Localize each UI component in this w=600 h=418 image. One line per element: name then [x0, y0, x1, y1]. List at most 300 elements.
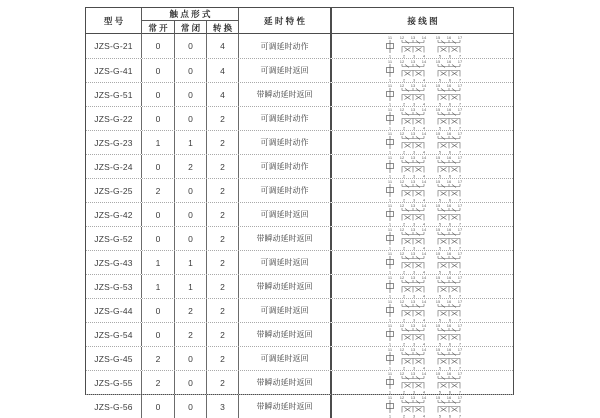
svg-text:3: 3 [412, 245, 416, 251]
svg-text:2: 2 [402, 197, 406, 203]
wiring-diagram-cell [330, 395, 513, 418]
svg-text:12: 12 [399, 371, 405, 376]
delay-cell: 可调延时返回 [238, 59, 330, 82]
svg-text:3: 3 [412, 269, 416, 275]
wiring-diagram-cell [330, 59, 513, 82]
svg-text:4: 4 [422, 365, 426, 371]
header-normally-closed: 常 闭 [174, 21, 206, 34]
wiring-diagram-cell [330, 179, 513, 202]
model-cell: JZS-G-21 [94, 41, 133, 51]
svg-text:2: 2 [402, 125, 406, 131]
svg-text:1: 1 [388, 245, 392, 251]
wiring-diagram-icon [382, 179, 478, 202]
wiring-diagram-icon [382, 395, 478, 418]
table-row [86, 202, 513, 226]
svg-text:6: 6 [448, 53, 452, 59]
svg-text:17: 17 [457, 251, 463, 256]
svg-text:11: 11 [387, 179, 393, 184]
model-cell: JZS-G-24 [94, 161, 133, 172]
wiring-diagram-icon [382, 251, 478, 274]
svg-text:7: 7 [458, 389, 462, 395]
svg-text:16: 16 [446, 179, 452, 184]
svg-text:6: 6 [448, 197, 452, 203]
svg-text:11: 11 [387, 107, 393, 112]
header-normally-open: 常 开 [141, 21, 174, 34]
table-row [86, 298, 513, 322]
model-cell: JZS-G-51 [94, 89, 133, 100]
model-cell: JZS-G-23 [94, 137, 133, 148]
changeover-cell: 2 [206, 347, 238, 370]
changeover-cell: 2 [206, 155, 238, 178]
normally-open-cell: 1 [141, 275, 174, 298]
svg-text:16: 16 [446, 107, 452, 112]
changeover-cell: 2 [206, 371, 238, 394]
svg-text:5: 5 [438, 341, 442, 347]
delay-cell: 可调延时返回 [238, 251, 330, 274]
svg-text:1: 1 [388, 365, 392, 371]
changeover-cell: 2 [206, 299, 238, 322]
svg-text:15: 15 [435, 131, 441, 136]
svg-text:3: 3 [412, 125, 416, 131]
table-row [86, 322, 513, 346]
svg-text:5: 5 [438, 389, 442, 395]
svg-text:6: 6 [448, 317, 452, 323]
table-row [86, 58, 513, 82]
svg-text:14: 14 [421, 179, 427, 184]
svg-text:17: 17 [457, 83, 463, 88]
svg-text:11: 11 [387, 83, 393, 88]
svg-text:16: 16 [446, 227, 452, 232]
svg-text:11: 11 [387, 155, 393, 160]
normally-open-cell: 0 [141, 227, 174, 250]
svg-text:5: 5 [438, 317, 442, 323]
wiring-diagram-cell [330, 275, 513, 298]
svg-text:3: 3 [412, 317, 416, 323]
svg-text:12: 12 [399, 203, 405, 208]
svg-text:2: 2 [402, 77, 406, 83]
wiring-diagram-icon [382, 155, 478, 178]
changeover-cell: 2 [206, 275, 238, 298]
header-contact-form: 触 点 形 式 [141, 8, 238, 21]
svg-text:4: 4 [422, 269, 426, 275]
svg-text:2: 2 [402, 389, 406, 395]
header-wiring-diagram: 接 线 图 [330, 8, 513, 34]
svg-text:12: 12 [399, 131, 405, 136]
svg-text:5: 5 [438, 365, 442, 371]
svg-text:4: 4 [422, 389, 426, 395]
svg-text:6: 6 [448, 269, 452, 275]
svg-text:3: 3 [412, 101, 416, 107]
svg-text:12: 12 [399, 34, 405, 40]
table-row [86, 178, 513, 202]
svg-text:7: 7 [458, 365, 462, 371]
normally-open-cell: 0 [141, 83, 174, 106]
svg-text:12: 12 [399, 395, 405, 400]
normally-closed-cell: 0 [174, 59, 206, 82]
svg-text:7: 7 [458, 293, 462, 299]
svg-text:4: 4 [422, 293, 426, 299]
normally-open-cell: 0 [141, 395, 174, 418]
svg-text:7: 7 [458, 245, 462, 251]
svg-text:16: 16 [446, 299, 452, 304]
svg-text:5: 5 [438, 101, 442, 107]
svg-text:6: 6 [448, 125, 452, 131]
svg-text:1: 1 [388, 101, 392, 107]
svg-text:4: 4 [422, 245, 426, 251]
svg-text:17: 17 [457, 34, 463, 40]
svg-text:7: 7 [458, 197, 462, 203]
normally-closed-cell: 0 [174, 83, 206, 106]
delay-cell: 带瞬动延时返回 [238, 395, 330, 418]
normally-closed-cell: 0 [174, 203, 206, 226]
delay-cell: 可调延时动作 [238, 155, 330, 178]
svg-text:15: 15 [435, 251, 441, 256]
svg-text:3: 3 [412, 173, 416, 179]
svg-text:17: 17 [457, 203, 463, 208]
svg-text:2: 2 [402, 293, 406, 299]
svg-text:2: 2 [402, 365, 406, 371]
svg-text:15: 15 [435, 347, 441, 352]
svg-text:17: 17 [457, 107, 463, 112]
svg-text:11: 11 [387, 395, 393, 400]
normally-open-cell: 1 [141, 131, 174, 154]
wiring-diagram-cell [330, 323, 513, 346]
svg-text:17: 17 [457, 275, 463, 280]
changeover-cell: 2 [206, 203, 238, 226]
normally-closed-cell: 1 [174, 131, 206, 154]
model-cell: JZS-G-41 [94, 65, 133, 76]
svg-text:3: 3 [412, 341, 416, 347]
wiring-diagram-icon [382, 347, 478, 370]
model-cell: JZS-G-25 [94, 185, 133, 196]
wiring-diagram-icon [382, 299, 478, 322]
svg-text:11: 11 [387, 251, 393, 256]
table-row [86, 370, 513, 394]
svg-text:7: 7 [458, 149, 462, 155]
svg-text:16: 16 [446, 395, 452, 400]
svg-text:17: 17 [457, 347, 463, 352]
svg-text:6: 6 [448, 293, 452, 299]
svg-text:3: 3 [412, 149, 416, 155]
svg-text:12: 12 [399, 275, 405, 280]
svg-text:1: 1 [388, 389, 392, 395]
svg-text:2: 2 [402, 317, 406, 323]
svg-text:13: 13 [410, 107, 416, 112]
model-cell: JZS-G-54 [94, 329, 133, 340]
svg-text:12: 12 [399, 155, 405, 160]
svg-text:14: 14 [421, 155, 427, 160]
svg-text:15: 15 [435, 59, 441, 64]
normally-closed-cell: 1 [174, 251, 206, 274]
svg-text:14: 14 [421, 371, 427, 376]
normally-closed-cell: 0 [174, 179, 206, 202]
svg-text:2: 2 [402, 53, 406, 59]
svg-text:12: 12 [399, 347, 405, 352]
svg-text:4: 4 [422, 317, 426, 323]
svg-text:11: 11 [387, 131, 393, 136]
table-row [86, 34, 513, 58]
svg-text:13: 13 [410, 59, 416, 64]
svg-text:5: 5 [438, 77, 442, 83]
svg-text:14: 14 [421, 83, 427, 88]
changeover-cell: 4 [206, 83, 238, 106]
svg-text:1: 1 [388, 53, 392, 59]
svg-text:15: 15 [435, 107, 441, 112]
svg-text:7: 7 [458, 173, 462, 179]
normally-open-cell: 2 [141, 179, 174, 202]
svg-text:5: 5 [438, 413, 442, 418]
delay-cell: 可调延时动作 [238, 107, 330, 130]
table-row [86, 250, 513, 274]
svg-text:11: 11 [387, 34, 393, 40]
svg-text:11: 11 [387, 371, 393, 376]
svg-text:16: 16 [446, 323, 452, 328]
svg-text:5: 5 [438, 53, 442, 59]
svg-text:13: 13 [410, 203, 416, 208]
wiring-diagram-icon [382, 107, 478, 130]
changeover-cell: 3 [206, 395, 238, 418]
svg-text:11: 11 [387, 59, 393, 64]
svg-text:14: 14 [421, 323, 427, 328]
table-row [86, 130, 513, 154]
svg-text:4: 4 [422, 341, 426, 347]
delay-cell: 带瞬动延时返回 [238, 371, 330, 394]
svg-text:6: 6 [448, 413, 452, 418]
svg-text:17: 17 [457, 59, 463, 64]
svg-text:15: 15 [435, 83, 441, 88]
changeover-cell: 2 [206, 251, 238, 274]
svg-text:15: 15 [435, 179, 441, 184]
svg-text:17: 17 [457, 227, 463, 232]
svg-text:6: 6 [448, 245, 452, 251]
svg-text:7: 7 [458, 125, 462, 131]
delay-cell: 带瞬动延时返回 [238, 323, 330, 346]
wiring-diagram-cell [330, 347, 513, 370]
svg-text:14: 14 [421, 395, 427, 400]
normally-closed-cell: 1 [174, 275, 206, 298]
svg-text:16: 16 [446, 251, 452, 256]
svg-text:11: 11 [387, 347, 393, 352]
svg-text:13: 13 [410, 34, 416, 40]
wiring-diagram-icon [382, 83, 478, 106]
svg-text:12: 12 [399, 299, 405, 304]
svg-text:11: 11 [387, 227, 393, 232]
changeover-cell: 4 [206, 59, 238, 82]
model-cell: JZS-G-43 [94, 257, 133, 268]
wiring-diagram-cell [330, 155, 513, 178]
svg-text:16: 16 [446, 155, 452, 160]
delay-cell: 带瞬动延时返回 [238, 275, 330, 298]
delay-cell: 带瞬动延时返回 [238, 83, 330, 106]
svg-text:17: 17 [457, 155, 463, 160]
svg-text:11: 11 [387, 275, 393, 280]
svg-text:5: 5 [438, 125, 442, 131]
svg-text:13: 13 [410, 179, 416, 184]
normally-open-cell: 0 [141, 59, 174, 82]
svg-text:2: 2 [402, 413, 406, 418]
svg-text:7: 7 [458, 269, 462, 275]
svg-text:15: 15 [435, 395, 441, 400]
svg-text:6: 6 [448, 389, 452, 395]
svg-text:16: 16 [446, 371, 452, 376]
svg-text:13: 13 [410, 323, 416, 328]
svg-text:14: 14 [421, 347, 427, 352]
svg-text:4: 4 [422, 53, 426, 59]
svg-text:2: 2 [402, 341, 406, 347]
svg-text:17: 17 [457, 131, 463, 136]
normally-open-cell: 0 [141, 323, 174, 346]
svg-text:4: 4 [422, 77, 426, 83]
normally-open-cell: 1 [141, 251, 174, 274]
svg-text:6: 6 [448, 101, 452, 107]
normally-closed-cell: 0 [174, 347, 206, 370]
svg-text:16: 16 [446, 59, 452, 64]
normally-open-cell: 0 [141, 299, 174, 322]
changeover-cell: 2 [206, 107, 238, 130]
svg-text:7: 7 [458, 341, 462, 347]
normally-open-cell: 0 [141, 155, 174, 178]
changeover-cell: 2 [206, 323, 238, 346]
svg-text:13: 13 [410, 275, 416, 280]
svg-text:11: 11 [387, 299, 393, 304]
svg-text:14: 14 [421, 299, 427, 304]
svg-text:1: 1 [388, 341, 392, 347]
wiring-diagram-cell [330, 131, 513, 154]
svg-text:13: 13 [410, 251, 416, 256]
changeover-cell: 2 [206, 131, 238, 154]
svg-text:7: 7 [458, 413, 462, 418]
normally-open-cell: 0 [141, 34, 174, 58]
svg-text:13: 13 [410, 395, 416, 400]
header-changeover: 转 换 [206, 21, 238, 34]
svg-text:12: 12 [399, 107, 405, 112]
svg-text:15: 15 [435, 203, 441, 208]
svg-text:13: 13 [410, 155, 416, 160]
table-row [86, 82, 513, 106]
table-row [86, 274, 513, 298]
wiring-diagram-cell [330, 107, 513, 130]
wiring-diagram-icon [382, 227, 478, 250]
svg-text:5: 5 [438, 221, 442, 227]
changeover-cell: 2 [206, 179, 238, 202]
svg-text:1: 1 [388, 149, 392, 155]
model-cell: JZS-G-42 [94, 209, 133, 220]
svg-text:14: 14 [421, 251, 427, 256]
svg-text:2: 2 [402, 149, 406, 155]
svg-text:2: 2 [402, 101, 406, 107]
svg-text:7: 7 [458, 317, 462, 323]
table-row [86, 106, 513, 130]
svg-text:3: 3 [412, 413, 416, 418]
normally-closed-cell: 0 [174, 227, 206, 250]
svg-text:7: 7 [458, 101, 462, 107]
svg-text:3: 3 [412, 197, 416, 203]
svg-text:6: 6 [448, 341, 452, 347]
svg-text:2: 2 [402, 173, 406, 179]
wiring-diagram-icon [382, 371, 478, 394]
svg-text:14: 14 [421, 203, 427, 208]
normally-open-cell: 0 [141, 107, 174, 130]
table-row [86, 154, 513, 178]
wiring-diagram-cell [330, 34, 513, 58]
svg-text:5: 5 [438, 293, 442, 299]
model-cell: JZS-G-53 [94, 281, 133, 292]
svg-text:1: 1 [388, 221, 392, 227]
svg-text:5: 5 [438, 269, 442, 275]
svg-text:12: 12 [399, 227, 405, 232]
svg-text:12: 12 [399, 323, 405, 328]
table-row [86, 394, 513, 418]
delay-cell: 可调延时返回 [238, 347, 330, 370]
svg-text:16: 16 [446, 131, 452, 136]
normally-open-cell: 0 [141, 203, 174, 226]
svg-text:5: 5 [438, 149, 442, 155]
normally-open-cell: 2 [141, 371, 174, 394]
svg-text:2: 2 [402, 269, 406, 275]
table-body [86, 34, 513, 418]
svg-text:15: 15 [435, 155, 441, 160]
delay-cell: 可调延时返回 [238, 203, 330, 226]
model-cell: JZS-G-45 [94, 353, 133, 364]
wiring-diagram-icon [382, 131, 478, 154]
svg-text:17: 17 [457, 299, 463, 304]
svg-text:14: 14 [421, 107, 427, 112]
wiring-diagram-icon [382, 203, 478, 226]
svg-text:6: 6 [448, 77, 452, 83]
table-row [86, 226, 513, 250]
svg-text:3: 3 [412, 77, 416, 83]
svg-text:17: 17 [457, 395, 463, 400]
svg-text:13: 13 [410, 227, 416, 232]
svg-text:14: 14 [421, 227, 427, 232]
svg-text:12: 12 [399, 59, 405, 64]
svg-text:17: 17 [457, 323, 463, 328]
svg-text:3: 3 [412, 365, 416, 371]
svg-text:5: 5 [438, 173, 442, 179]
svg-text:15: 15 [435, 227, 441, 232]
svg-text:12: 12 [399, 179, 405, 184]
svg-text:4: 4 [422, 125, 426, 131]
wiring-diagram-cell [330, 227, 513, 250]
svg-text:1: 1 [388, 269, 392, 275]
svg-text:1: 1 [388, 173, 392, 179]
svg-text:7: 7 [458, 221, 462, 227]
svg-text:13: 13 [410, 371, 416, 376]
changeover-cell: 2 [206, 227, 238, 250]
delay-cell: 可调延时返回 [238, 299, 330, 322]
svg-text:15: 15 [435, 275, 441, 280]
svg-text:12: 12 [399, 83, 405, 88]
svg-text:7: 7 [458, 53, 462, 59]
svg-text:7: 7 [458, 77, 462, 83]
svg-text:3: 3 [412, 293, 416, 299]
normally-closed-cell: 2 [174, 323, 206, 346]
delay-cell: 可调延时动作 [238, 179, 330, 202]
svg-text:6: 6 [448, 221, 452, 227]
wiring-diagram-icon [382, 35, 478, 58]
svg-text:12: 12 [399, 251, 405, 256]
svg-text:2: 2 [402, 245, 406, 251]
wiring-diagram-icon [382, 59, 478, 82]
svg-text:14: 14 [421, 131, 427, 136]
svg-text:14: 14 [421, 59, 427, 64]
svg-text:15: 15 [435, 371, 441, 376]
table-header [86, 8, 513, 34]
header-delay-characteristic: 延 时 特 性 [238, 8, 330, 34]
svg-text:11: 11 [387, 323, 393, 328]
model-cell: JZS-G-52 [94, 233, 133, 244]
svg-text:16: 16 [446, 275, 452, 280]
